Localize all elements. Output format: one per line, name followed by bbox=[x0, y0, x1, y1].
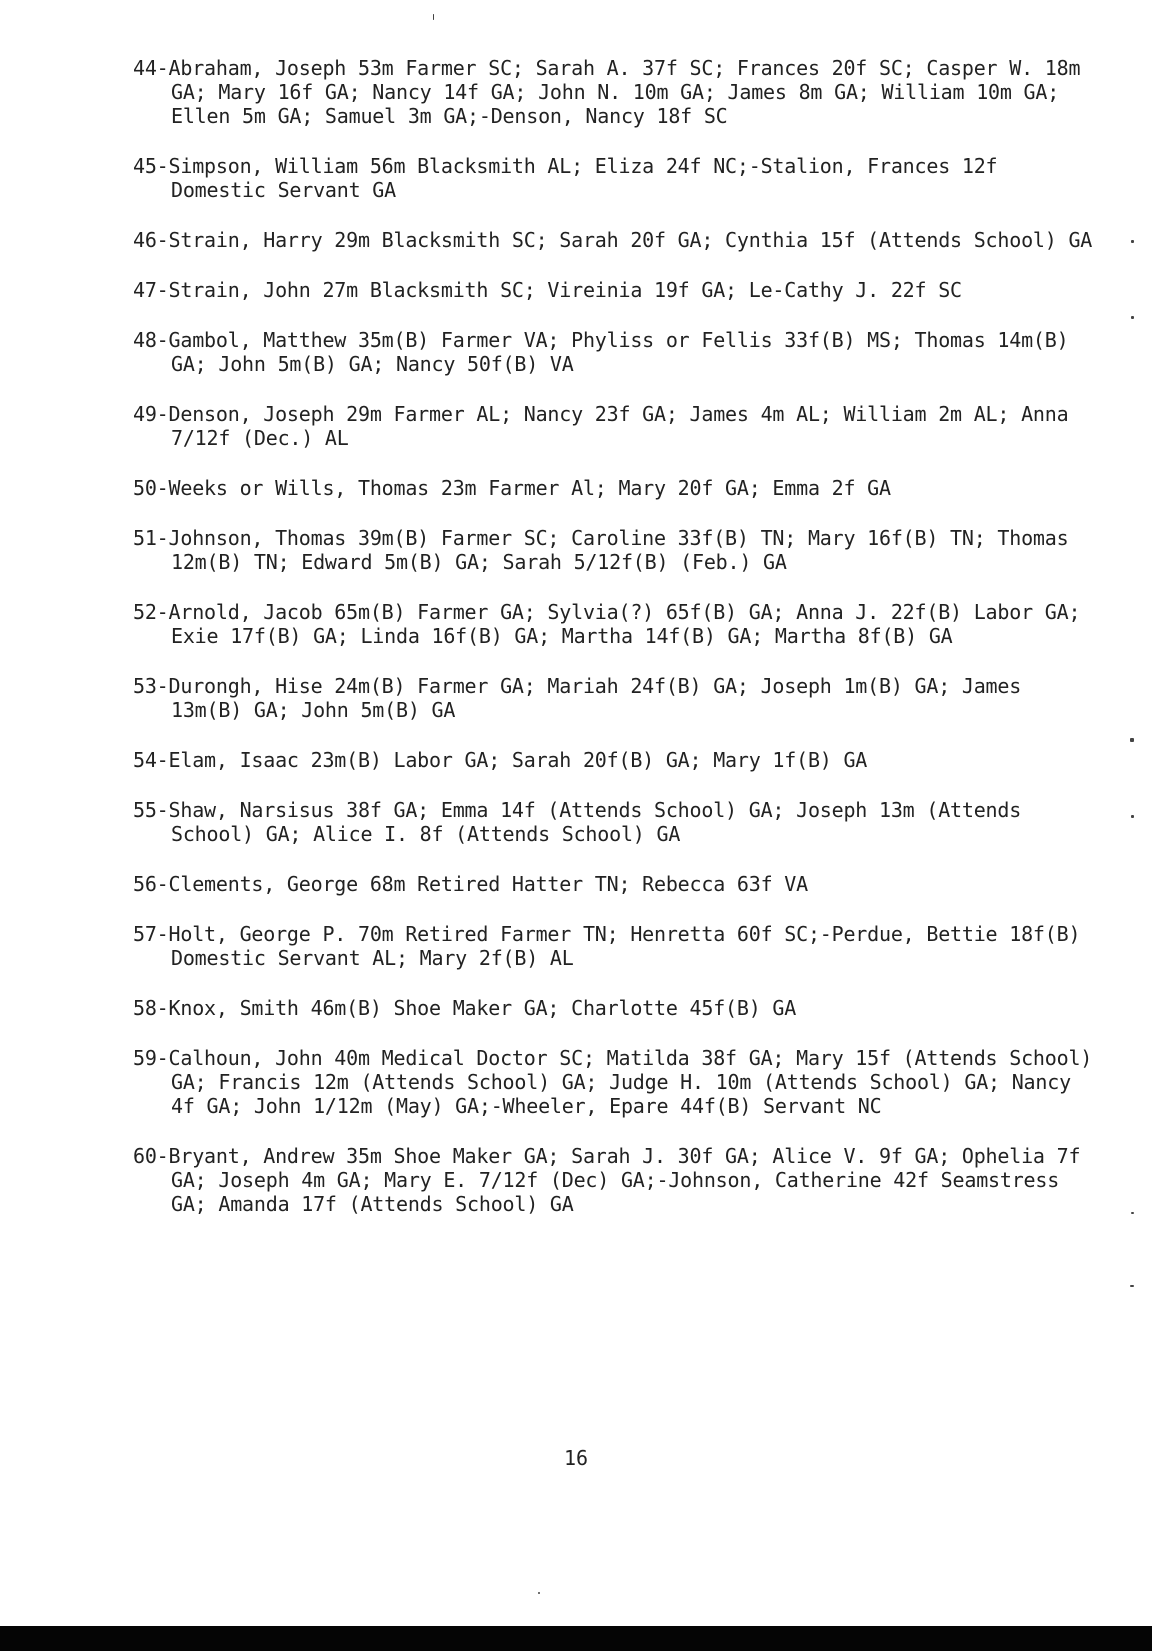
census-entry: 56-Clements, George 68m Retired Hatter TN; Rebecca 63f VA bbox=[133, 872, 808, 896]
census-entry: 59-Calhoun, John 40m Medical Doctor SC; Matilda 38f GA; Mary 15f (Attends School) GA; Francis 12m (Attends School) GA; Judge H. 10m (Attends School) GA; Nancy 4f GA; John 1/12m (May) GA;-Wheeler, Epare 44f(B) Servant NC bbox=[133, 1046, 1093, 1118]
census-entry: 46-Strain, Harry 29m Blacksmith SC; Sarah 20f GA; Cynthia 15f (Attends School) GA bbox=[133, 228, 1093, 252]
census-entry: 44-Abraham, Joseph 53m Farmer SC; Sarah A. 37f SC; Frances 20f SC; Casper W. 18m GA; Mary 16f GA; Nancy 14f GA; John N. 10m GA; James 8m GA; William 10m GA; Ellen 5m GA; Samuel 3m GA;-Denson, Nancy 18f SC bbox=[133, 56, 1081, 128]
census-entry: 47-Strain, John 27m Blacksmith SC; Vireinia 19f GA; Le-Cathy J. 22f SC bbox=[133, 278, 962, 302]
page-number: 16 bbox=[563, 1446, 589, 1470]
scan-speck bbox=[1130, 738, 1134, 742]
scan-speck bbox=[1131, 1212, 1134, 1214]
census-entry: 48-Gambol, Matthew 35m(B) Farmer VA; Phyliss or Fellis 33f(B) MS; Thomas 14m(B) GA; John 5m(B) GA; Nancy 50f(B) VA bbox=[133, 328, 1069, 376]
census-entry: 60-Bryant, Andrew 35m Shoe Maker GA; Sarah J. 30f GA; Alice V. 9f GA; Ophelia 7f GA; Joseph 4m GA; Mary E. 7/12f (Dec) GA;-Johnson, Catherine 42f Seamstress GA; Amanda 17f (Attends School) GA bbox=[133, 1144, 1081, 1216]
scan-speck bbox=[1131, 815, 1134, 818]
scan-speck bbox=[1131, 316, 1134, 319]
census-entry-list bbox=[133, 56, 1093, 1242]
census-entry: 58-Knox, Smith 46m(B) Shoe Maker GA; Charlotte 45f(B) GA bbox=[133, 996, 797, 1020]
census-entry: 55-Shaw, Narsisus 38f GA; Emma 14f (Attends School) GA; Joseph 13m (Attends School) GA; Alice I. 8f (Attends School) GA bbox=[133, 798, 1022, 846]
census-entry: 54-Elam, Isaac 23m(B) Labor GA; Sarah 20f(B) GA; Mary 1f(B) GA bbox=[133, 748, 868, 772]
scan-speck bbox=[1131, 240, 1134, 243]
census-entry: 49-Denson, Joseph 29m Farmer AL; Nancy 23f GA; James 4m AL; William 2m AL; Anna 7/12f (Dec.) AL bbox=[133, 402, 1069, 450]
scan-bottom-edge bbox=[0, 1626, 1152, 1651]
scan-speck bbox=[538, 1592, 540, 1594]
scan-speck bbox=[1130, 1285, 1134, 1287]
census-entry: 52-Arnold, Jacob 65m(B) Farmer GA; Sylvia(?) 65f(B) GA; Anna J. 22f(B) Labor GA; Exie 17f(B) GA; Linda 16f(B) GA; Martha 14f(B) GA; Martha 8f(B) GA bbox=[133, 600, 1081, 648]
census-entry: 57-Holt, George P. 70m Retired Farmer TN; Henretta 60f SC;-Perdue, Bettie 18f(B) Domestic Servant AL; Mary 2f(B) AL bbox=[133, 922, 1081, 970]
census-entry: 51-Johnson, Thomas 39m(B) Farmer SC; Caroline 33f(B) TN; Mary 16f(B) TN; Thomas 12m(B) TN; Edward 5m(B) GA; Sarah 5/12f(B) (Feb.) GA bbox=[133, 526, 1069, 574]
census-entry: 45-Simpson, William 56m Blacksmith AL; Eliza 24f NC;-Stalion, Frances 12f Domestic Servant GA bbox=[133, 154, 998, 202]
scan-speck bbox=[433, 14, 434, 20]
census-entry: 53-Durongh, Hise 24m(B) Farmer GA; Mariah 24f(B) GA; Joseph 1m(B) GA; James 13m(B) GA; John 5m(B) GA bbox=[133, 674, 1022, 722]
census-entry: 50-Weeks or Wills, Thomas 23m Farmer Al; Mary 20f GA; Emma 2f GA bbox=[133, 476, 891, 500]
